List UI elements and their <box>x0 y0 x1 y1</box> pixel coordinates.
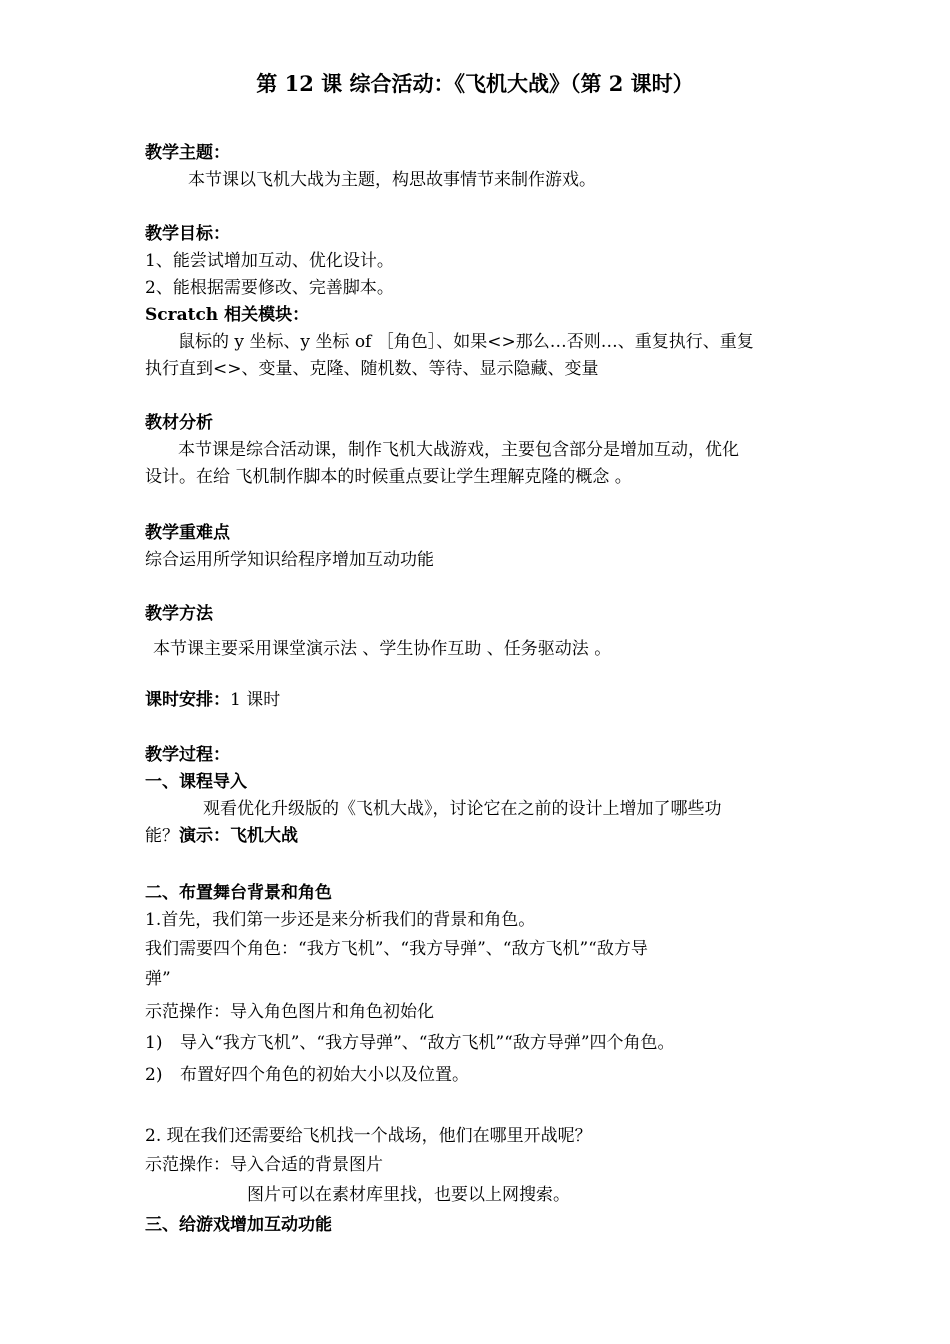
modules-line: 鼠标的 y 坐标、y 坐标 of ［角色］、如果<>那么…否则…、重复执行、重复 <box>178 332 754 352</box>
sub-item-number: 1) <box>145 1033 163 1053</box>
process-heading: 教学过程： <box>145 745 230 765</box>
section2-step1: 1.首先，我们第一步还是来分析我们的背景和角色。 <box>145 910 536 930</box>
demo-note: 图片可以在素材库里找，也要以上网搜索。 <box>247 1185 570 1205</box>
schedule-line <box>145 689 280 711</box>
goal-item: 1、能尝试增加互动、优化设计。 <box>145 251 394 271</box>
section1-line2-text: 能？ <box>145 826 179 846</box>
demo-line: 示范操作：导入角色图片和角色初始化 <box>145 1002 434 1022</box>
analysis-line: 设计。在给 飞机制作脚本的时候重点要让学生理解克隆的概念 。 <box>145 467 632 487</box>
section2-heading: 二、布置舞台背景和角色 <box>145 883 332 903</box>
analysis-line: 本节课是综合活动课，制作飞机大战游戏，主要包含部分是增加互动，优化 <box>178 440 739 460</box>
goal-item: 2、能根据需要修改、完善脚本。 <box>145 278 394 298</box>
demo-line: 示范操作：导入合适的背景图片 <box>145 1155 383 1175</box>
sub-item-number: 2) <box>145 1065 163 1085</box>
modules-heading: Scratch 相关模块： <box>145 305 310 325</box>
key-points-heading: 教学重难点 <box>145 523 230 543</box>
roles-line: 弹” <box>145 969 171 989</box>
key-points-text: 综合运用所学知识给程序增加互动功能 <box>145 550 434 570</box>
modules-line: 执行直到<>、变量、克隆、随机数、等待、显示隐藏、变量 <box>145 359 599 379</box>
roles-line: 我们需要四个角色：“我方飞机”、“我方导弹”、“敌方飞机”“敌方导 <box>145 939 648 959</box>
demo-label: 演示：飞机大战 <box>179 826 298 846</box>
methods-heading: 教学方法 <box>145 604 213 624</box>
goals-heading: 教学目标： <box>145 224 230 244</box>
methods-text: 本节课主要采用课堂演示法 、学生协作互助 、任务驱动法 。 <box>153 639 612 659</box>
schedule-value: 1 课时 <box>230 690 281 710</box>
theme-heading: 教学主题： <box>145 143 230 163</box>
page-title: 第 12 课 综合活动：《飞机大战》（第 2 课时） <box>256 71 694 96</box>
schedule-label: 课时安排： <box>145 690 230 710</box>
analysis-heading: 教材分析 <box>145 413 213 433</box>
section2-step2: 2. 现在我们还需要给飞机找一个战场，他们在哪里开战呢？ <box>145 1126 592 1146</box>
theme-text: 本节课以飞机大战为主题，构思故事情节来制作游戏。 <box>188 170 596 190</box>
section3-heading: 三、给游戏增加互动功能 <box>145 1215 332 1235</box>
section1-line2 <box>145 825 298 847</box>
section1-heading: 一、课程导入 <box>145 772 247 792</box>
sub-item-text: 导入“我方飞机”、“我方导弹”、“敌方飞机”“敌方导弹”四个角色。 <box>180 1033 675 1053</box>
sub-item-text: 布置好四个角色的初始大小以及位置。 <box>180 1065 469 1085</box>
section1-line: 观看优化升级版的《飞机大战》，讨论它在之前的设计上增加了哪些功 <box>203 799 722 819</box>
